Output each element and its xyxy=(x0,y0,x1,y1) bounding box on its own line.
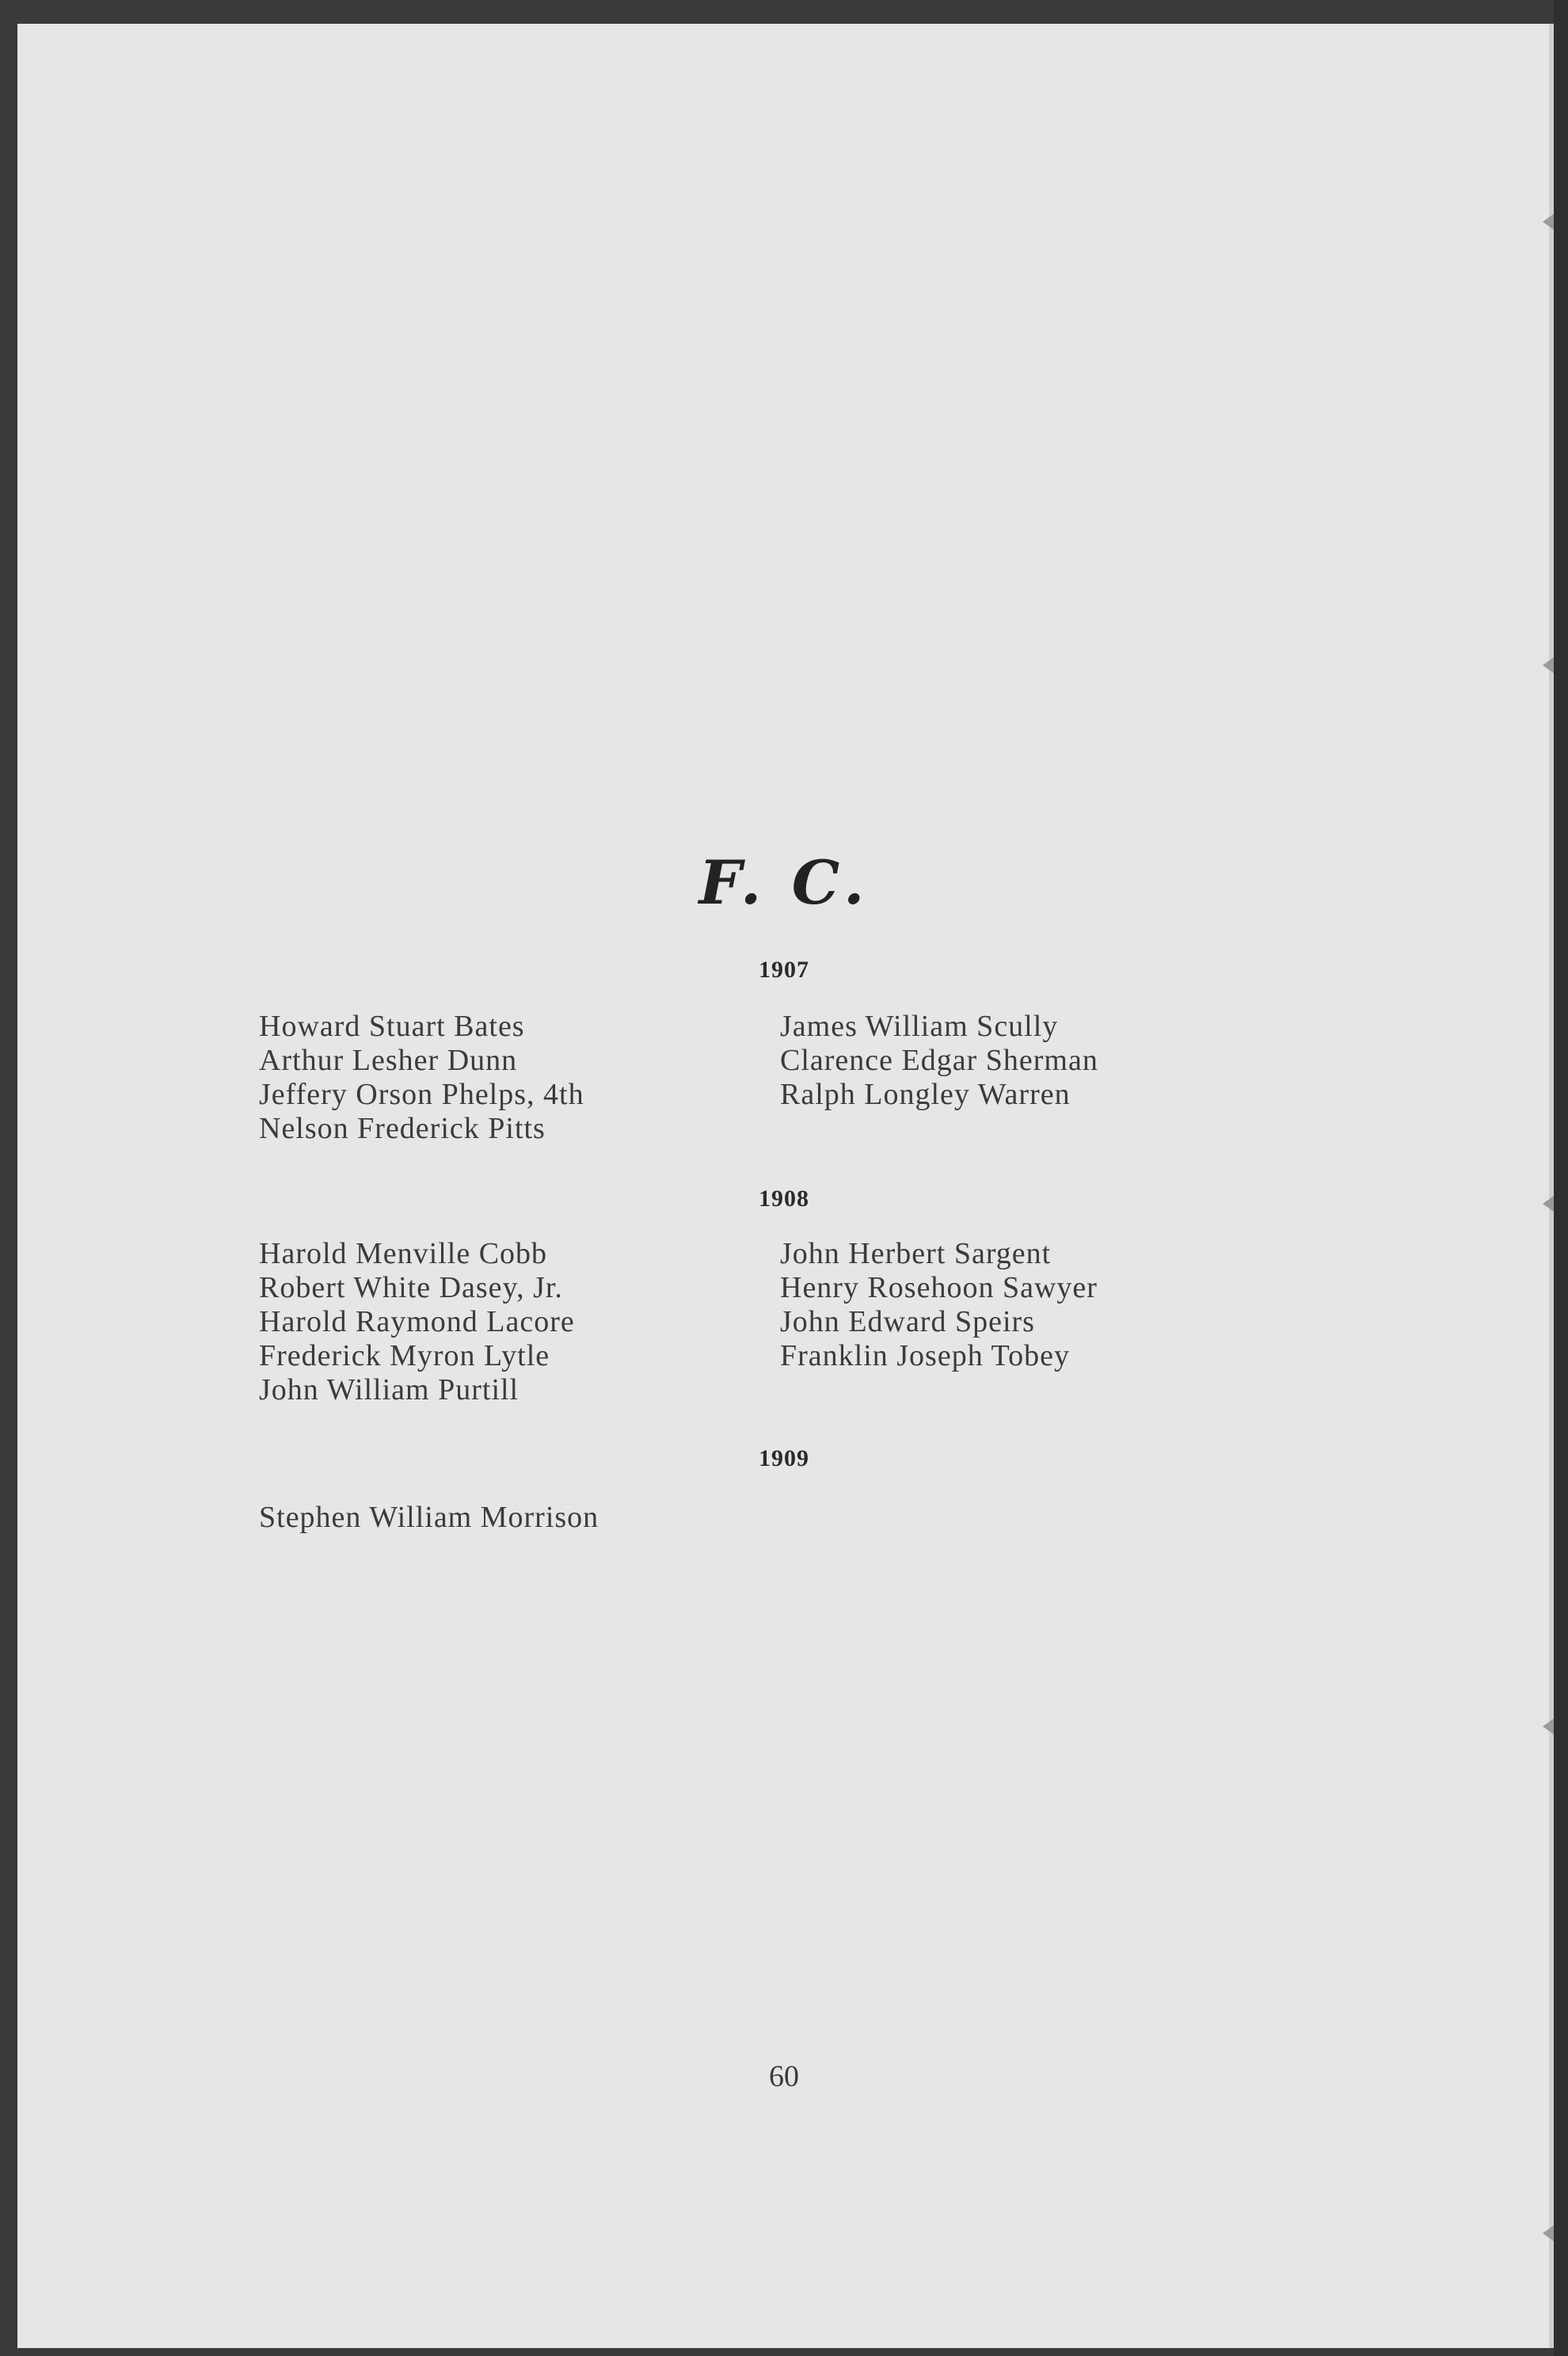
member-name: Howard Stuart Bates xyxy=(259,1010,525,1043)
year-heading-1907: 1907 xyxy=(759,957,809,983)
binding-mark xyxy=(1543,2225,1554,2241)
binding-mark xyxy=(1543,657,1554,673)
member-name: Ralph Longley Warren xyxy=(780,1078,1071,1111)
member-name: Harold Menville Cobb xyxy=(259,1237,548,1270)
names-column-right-1908 xyxy=(780,1237,1098,1373)
member-name: Arthur Lesher Dunn xyxy=(259,1044,518,1077)
member-name: Robert White Dasey, Jr. xyxy=(259,1271,563,1304)
page-edge xyxy=(1554,0,1568,2356)
member-name: John Herbert Sargent xyxy=(780,1237,1052,1270)
page-number: 60 xyxy=(769,2060,799,2093)
member-name: Nelson Frederick Pitts xyxy=(259,1112,546,1145)
member-name: Frederick Myron Lytle xyxy=(259,1339,550,1372)
names-column-right-1907 xyxy=(780,1010,1098,1112)
section-heading: F. C. xyxy=(698,847,870,918)
member-name: Harold Raymond Lacore xyxy=(259,1305,575,1338)
names-column-left-1908 xyxy=(259,1237,575,1407)
member-name: Franklin Joseph Tobey xyxy=(780,1339,1070,1372)
member-name: John Edward Speirs xyxy=(780,1305,1035,1338)
member-name: Jeffery Orson Phelps, 4th xyxy=(259,1078,584,1111)
year-heading-1909: 1909 xyxy=(759,1445,809,1471)
member-name: Clarence Edgar Sherman xyxy=(780,1044,1098,1077)
names-column-left-1909 xyxy=(259,1501,599,1535)
binding-mark xyxy=(1543,214,1554,230)
member-name: James William Scully xyxy=(780,1010,1059,1043)
names-column-left-1907 xyxy=(259,1010,584,1146)
year-heading-1908: 1908 xyxy=(759,1186,809,1212)
member-name: Stephen William Morrison xyxy=(259,1501,599,1534)
member-name: John William Purtill xyxy=(259,1373,519,1406)
member-name: Henry Rosehoon Sawyer xyxy=(780,1271,1098,1304)
binding-mark xyxy=(1543,1718,1554,1734)
